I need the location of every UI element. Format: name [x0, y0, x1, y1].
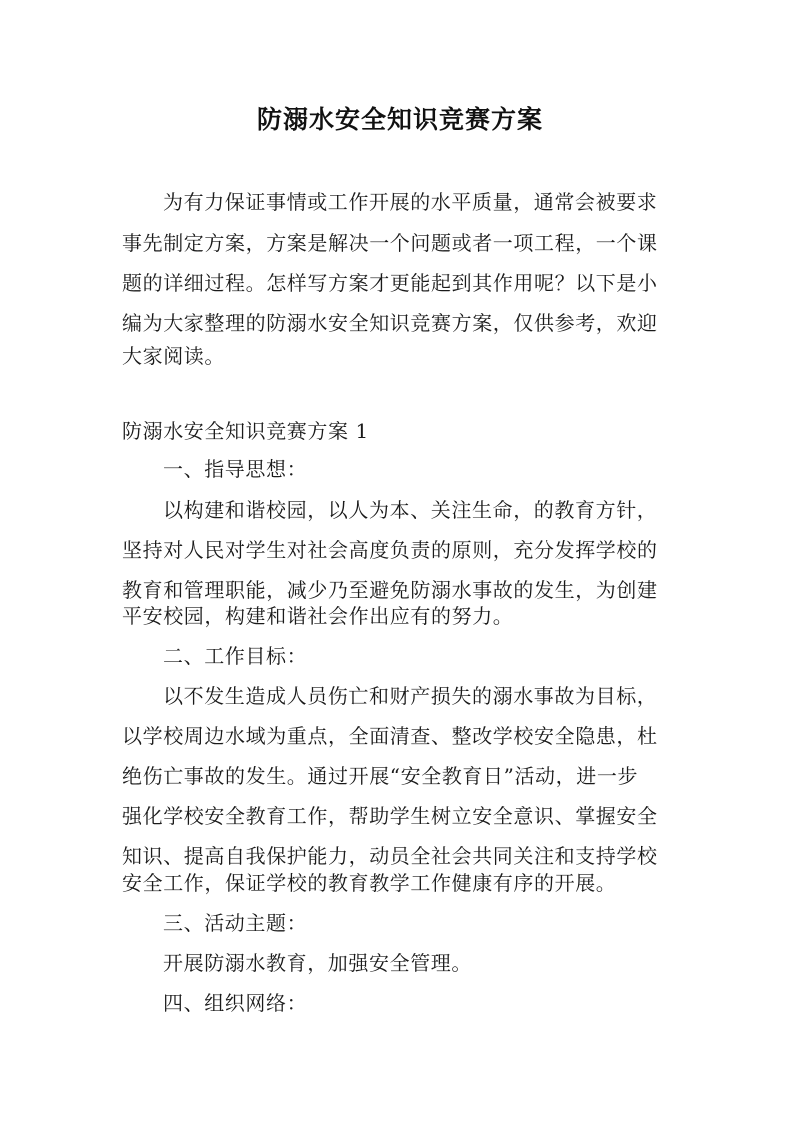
- paragraph-line: 开展防溺水教育，加强安全管理。: [163, 951, 472, 975]
- intro-line: 事先制定方案，方案是解决一个问题或者一项工程，一个课: [122, 231, 658, 255]
- heading-work-goals: 二、工作目标：: [163, 644, 308, 668]
- document-title: 防溺水安全知识竞赛方案: [256, 105, 543, 134]
- heading-organization-network: 四、组织网络：: [163, 991, 308, 1015]
- intro-line: 为有力保证事情或工作开展的水平质量，通常会被要求: [163, 190, 658, 214]
- paragraph-line: 知识、提高自我保护能力，动员全社会共同关注和支持学校: [122, 844, 658, 868]
- intro-line: 大家阅读。: [122, 344, 225, 368]
- paragraph-line: 安全工作，保证学校的教育教学工作健康有序的开展。: [122, 871, 617, 895]
- heading-activity-theme: 三、活动主题：: [163, 911, 308, 935]
- paragraph-line: 平安校园，构建和谐社会作出应有的努力。: [122, 604, 514, 628]
- heading-guiding-ideology: 一、指导思想：: [163, 457, 308, 481]
- section-title: 防溺水安全知识竞赛方案 1: [122, 419, 369, 443]
- paragraph-line: 强化学校安全教育工作，帮助学生树立安全意识、掌握安全: [122, 804, 658, 828]
- paragraph-line: 以学校周边水域为重点，全面清查、整改学校安全隐患，杜: [122, 724, 658, 748]
- intro-line: 题的详细过程。怎样写方案才更能起到其作用呢？以下是小: [122, 271, 658, 295]
- paragraph-line: 坚持对人民对学生对社会高度负责的原则，充分发挥学校的: [122, 538, 658, 562]
- intro-line: 编为大家整理的防溺水安全知识竞赛方案，仅供参考，欢迎: [122, 311, 658, 335]
- paragraph-line: 教育和管理职能，减少乃至避免防溺水事故的发生，为创建: [122, 578, 658, 602]
- paragraph-line: 绝伤亡事故的发生。通过开展“安全教育日”活动，进一步: [122, 764, 639, 788]
- paragraph-line: 以不发生造成人员伤亡和财产损失的溺水事故为目标，: [163, 684, 658, 708]
- paragraph-line: 以构建和谐校园，以人为本、关注生命，的教育方针，: [163, 498, 658, 522]
